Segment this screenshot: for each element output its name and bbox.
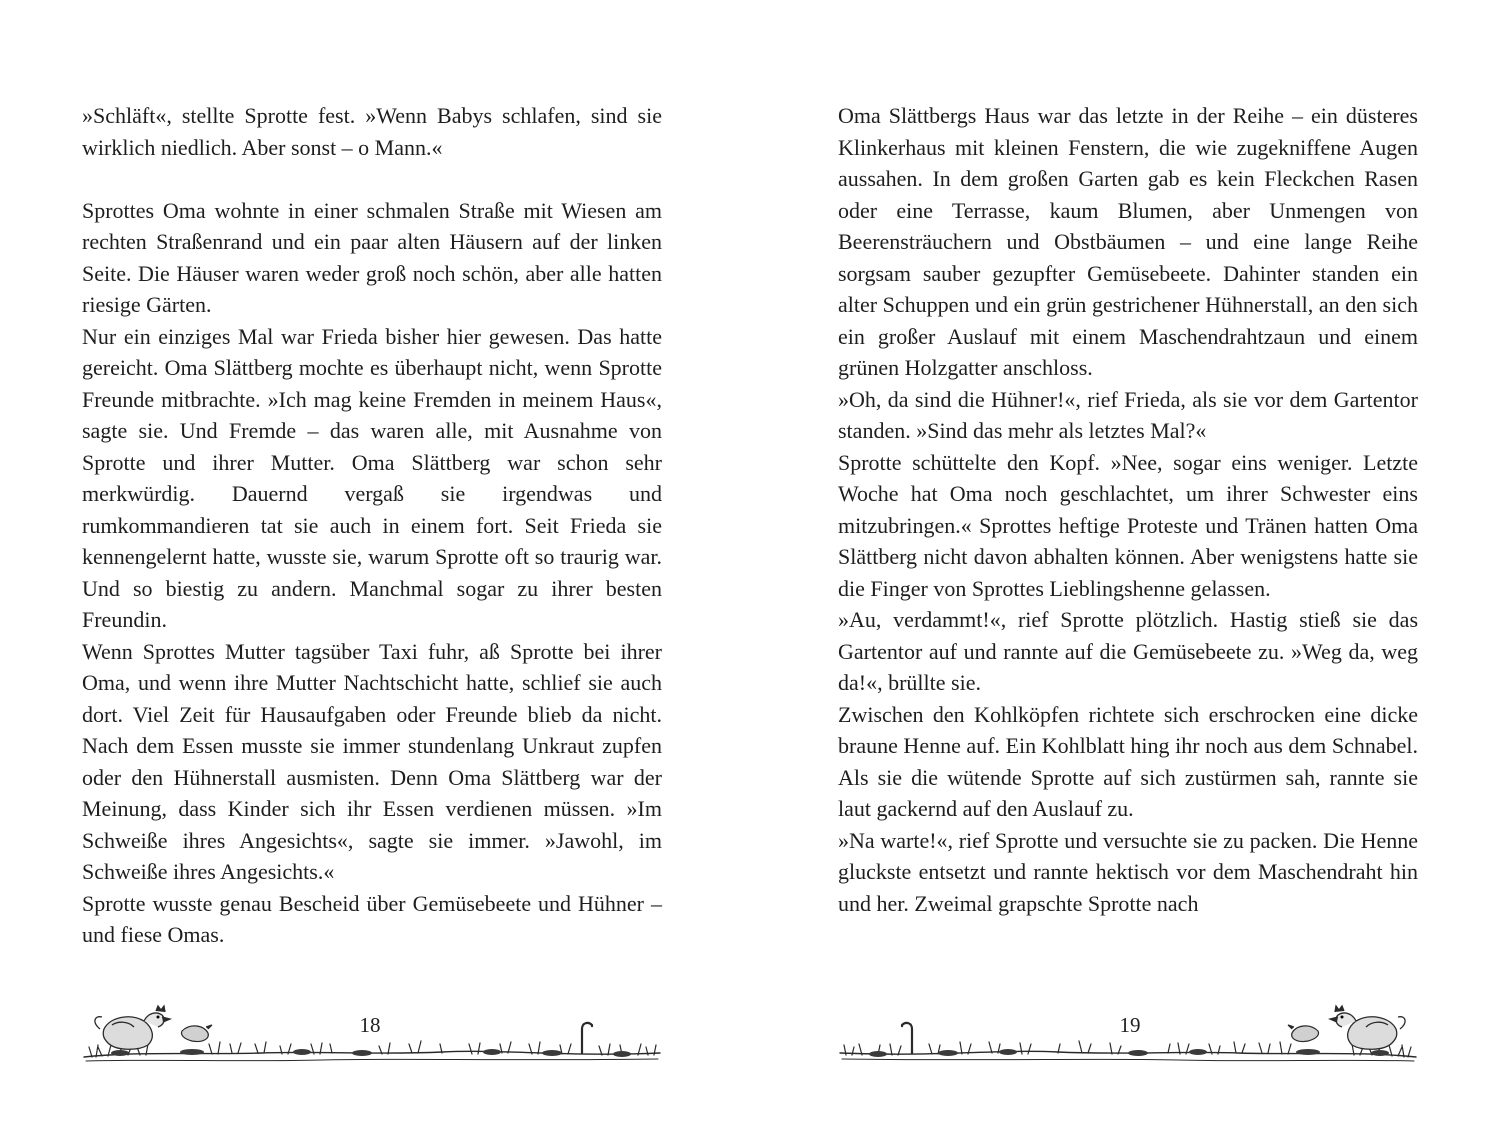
page-number: 19 (1119, 1013, 1141, 1037)
right-footer (838, 995, 1418, 1075)
paragraph: »Na warte!«, rief Sprotte und versuchte sie zu packen. Die Henne gluckste entsetzt und rannte hektisch vor dem Maschendraht hin und her. Zweimal grapschte Sprotte nach (838, 827, 1418, 916)
paragraph: Sprotte wusste genau Bescheid über Gemüsebeete und Hühner – und fiese Omas. (82, 890, 662, 947)
paragraph: Sprotte schüttelte den Kopf. »Nee, sogar eins weniger. Letzte Woche hat Oma noch geschlachtet, um ihrer Schwester eins mitzubringen.« Sprottes heftige Proteste und Tränen hatten Oma Slättberg nicht davon abhalten können. Aber wenigstens hatte sie die Finger von Sprottes Lieblingshenne gelassen. (838, 449, 1418, 601)
paragraph: Wenn Sprottes Mutter tagsüber Taxi fuhr, aß Sprotte bei ihrer Oma, und wenn ihre Mutter Nachtschicht hatte, schlief sie auch dort. Viel Zeit für Hausaufgaben oder Freunde blieb da nicht. Nach dem Essen musste sie immer stundenlang Unkraut zupfen oder den Hühnerstall ausmisten. Denn Oma Slättberg war der Meinung, dass Kinder sich ihr Essen verdienen müssen. »Im Schweiße ihres Angesichts«, sagte sie immer. »Jawohl, im Schweiße ihres Angesichts.« (82, 638, 662, 884)
page-number: 18 (359, 1013, 381, 1037)
paragraph: »Oh, da sind die Hühner!«, rief Frieda, als sie vor dem Gartentor standen. »Sind das mehr als letztes Mal?« (838, 386, 1418, 443)
paragraph: Sprottes Oma wohnte in einer schmalen Straße mit Wiesen am rechten Straßenrand und ein paar alten Häusern auf der linken Seite. Die Häuser waren weder groß noch schön, aber alle hatten riesige Gärten. (82, 197, 662, 317)
paragraph: Nur ein einziges Mal war Frieda bisher hier gewesen. Das hatte gereicht. Oma Slättberg mochte es überhaupt nicht, wenn Sprotte Freunde mitbrachte. »Ich mag keine Fremden in meinem Haus«, sagte sie. Und Fremde – das waren alle, mit Ausnahme von Sprotte und ihrer Mutter. Oma Slättberg war schon sehr merkwürdig. Dauernd vergaß sie irgendwas und rumkommandieren tat sie auch in einem fort. Seit Frieda sie kennengelernt hatte, wusste sie, warum Sprotte oft so traurig war. Und so biestig zu andern. Manchmal sogar zu ihrer besten Freundin. (82, 323, 662, 632)
left-footer (82, 995, 662, 1075)
paragraph: Zwischen den Kohlköpfen richtete sich erschrocken eine dicke braune Henne auf. Ein Kohlblatt hing ihr noch aus dem Schnabel. Als sie die wütende Sprotte auf sich zustürmen sah, rannte sie laut gackernd auf den Auslauf zu. (838, 701, 1418, 821)
left-page (82, 100, 662, 951)
left-page-text (82, 100, 662, 951)
paragraph: »Au, verdammt!«, rief Sprotte plötzlich. Hastig stieß sie das Gartentor auf und rannte auf die Gemüsebeete zu. »Weg da, weg da!«, brüllte sie. (838, 607, 1418, 695)
paragraph: »Schläft«, stellte Sprotte fest. »Wenn Babys schlafen, sind sie wirklich niedlich. Aber sonst – o Mann.« (82, 103, 662, 160)
right-page-text (838, 100, 1418, 919)
right-page (838, 100, 1418, 919)
paragraph: Oma Slättbergs Haus war das letzte in der Reihe – ein düsteres Klinkerhaus mit kleinen Fenstern, die wie zugekniffene Augen aussahen. In dem großen Garten gab es kein Fleckchen Rasen oder eine Terrasse, kaum Blumen, aber Unmengen von Beerensträuchern und Obstbäumen – und eine lange Reihe sorgsam sauber gezupfter Gemüsebeete. Dahinter standen ein alter Schuppen und ein grün gestrichener Hühnerstall, an den sich ein großer Auslauf mit einem Maschendrahtzaun und einem grünen Holzgatter anschloss. (838, 103, 1418, 380)
